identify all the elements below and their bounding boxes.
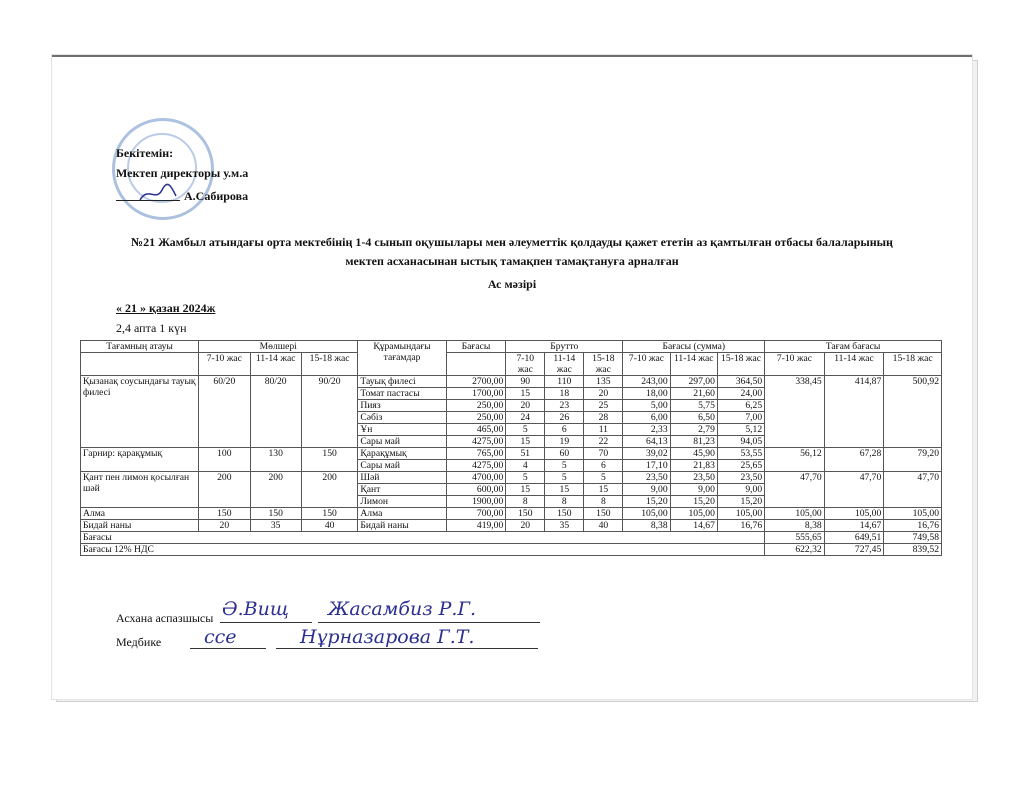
- ingredient-price-cell: 765,00: [446, 448, 506, 460]
- dish-name-cell: Алма: [81, 508, 199, 520]
- sum-cell: 105,00: [623, 508, 670, 520]
- ingredient-price-cell: 600,00: [446, 484, 506, 496]
- sum-cell: 9,00: [717, 484, 764, 496]
- approval-director-name: А.Сабирова: [184, 189, 249, 203]
- header-ingredients: Құрамындағы тағамдар: [358, 341, 446, 376]
- portion-cell: 200: [250, 472, 301, 508]
- sum-cell: 17,10: [623, 460, 670, 472]
- header-sum: Бағасы (сумма): [623, 341, 765, 353]
- ingredient-price-cell: 250,00: [446, 400, 506, 412]
- portion-cell: 150: [199, 508, 250, 520]
- dish-total-cell: 16,76: [884, 520, 942, 532]
- sum-age-2: 11-14 жас: [670, 353, 717, 376]
- approval-heading: Бекітемін:: [116, 146, 174, 160]
- sum-cell: 5,12: [717, 424, 764, 436]
- header-dish: Тағамның атауы: [81, 341, 199, 353]
- dish-total-cell: 500,92: [884, 376, 942, 448]
- sum-cell: 9,00: [623, 484, 670, 496]
- dishprice-age-1: 7-10 жас: [765, 353, 825, 376]
- ingredient-name-cell: Лимон: [358, 496, 446, 508]
- ingredient-price-cell: 1700,00: [446, 388, 506, 400]
- brutto-cell: 40: [584, 520, 623, 532]
- ingredient-name-cell: Қант: [358, 484, 446, 496]
- brutto-cell: 25: [584, 400, 623, 412]
- summary-label-cell: Бағасы 12% НДС: [81, 544, 765, 556]
- sum-cell: 7,00: [717, 412, 764, 424]
- menu-date: « 21 » қазан 2024ж: [116, 301, 216, 315]
- sum-cell: 15,20: [670, 496, 717, 508]
- sum-cell: 8,38: [623, 520, 670, 532]
- director-signature-scribble: [138, 182, 178, 204]
- menu-table: [80, 340, 942, 556]
- ingredient-price-cell: 465,00: [446, 424, 506, 436]
- brutto-age-1: 7-10 жас: [506, 353, 545, 376]
- ingredient-name-cell: Қарақұмық: [358, 448, 446, 460]
- sum-cell: 21,83: [670, 460, 717, 472]
- sum-cell: 15,20: [623, 496, 670, 508]
- sum-cell: 297,00: [670, 376, 717, 388]
- ingredient-price-cell: 4700,00: [446, 472, 506, 484]
- sum-cell: 6,50: [670, 412, 717, 424]
- brutto-cell: 8: [506, 496, 545, 508]
- sum-cell: 23,50: [623, 472, 670, 484]
- portion-cell: 40: [301, 520, 358, 532]
- summary-row: [81, 544, 942, 556]
- sum-cell: 105,00: [717, 508, 764, 520]
- table-subheader-row: [81, 353, 942, 376]
- sum-cell: 364,50: [717, 376, 764, 388]
- sum-cell: 2,79: [670, 424, 717, 436]
- cook-label: Асхана аспазшысы: [116, 611, 214, 625]
- table-row: [81, 520, 942, 532]
- sum-cell: 39,02: [623, 448, 670, 460]
- dish-total-cell: 67,28: [824, 448, 884, 472]
- ingredient-name-cell: Пияз: [358, 400, 446, 412]
- brutto-cell: 15: [506, 484, 545, 496]
- table-row: [81, 508, 942, 520]
- dish-total-cell: 14,67: [824, 520, 884, 532]
- nurse-label: Медбике: [116, 635, 162, 649]
- brutto-cell: 5: [506, 424, 545, 436]
- brutto-cell: 150: [584, 508, 623, 520]
- nurse-name-line: [276, 648, 538, 649]
- summary-label-cell: Бағасы: [81, 532, 765, 544]
- document-title-line1: №21 Жамбыл атындағы орта мектебінің 1-4 сынып оқушылары мен әлеуметтік қолдауды қажет ететін аз қамтылған отбасы балаларының: [131, 235, 893, 249]
- sum-cell: 5,00: [623, 400, 670, 412]
- brutto-cell: 51: [506, 448, 545, 460]
- nurse-signature-line: [190, 648, 266, 649]
- portion-cell: 200: [199, 472, 250, 508]
- sum-cell: 14,67: [670, 520, 717, 532]
- brutto-age-2: 11-14 жас: [545, 353, 584, 376]
- cook-signature: Ә.Вищ: [222, 598, 289, 620]
- ingredient-price-cell: 4275,00: [446, 436, 506, 448]
- ingredient-name-cell: Сары май: [358, 460, 446, 472]
- brutto-cell: 5: [584, 472, 623, 484]
- sum-cell: 15,20: [717, 496, 764, 508]
- header-price: Бағасы: [446, 341, 506, 353]
- ingredient-name-cell: Шәй: [358, 472, 446, 484]
- sum-cell: 24,00: [717, 388, 764, 400]
- brutto-cell: 28: [584, 412, 623, 424]
- brutto-cell: 18: [545, 388, 584, 400]
- dish-name-cell: Гарнир: қарақұмық: [81, 448, 199, 472]
- brutto-cell: 110: [545, 376, 584, 388]
- brutto-cell: 5: [506, 472, 545, 484]
- portion-cell: 200: [301, 472, 358, 508]
- brutto-cell: 8: [545, 496, 584, 508]
- portion-cell: 100: [199, 448, 250, 472]
- brutto-cell: 11: [584, 424, 623, 436]
- header-brutto: Брутто: [506, 341, 623, 353]
- sum-cell: 16,76: [717, 520, 764, 532]
- dish-total-cell: 105,00: [824, 508, 884, 520]
- header-portion: Мөлшері: [199, 341, 358, 353]
- ingredient-name-cell: Томат пастасы: [358, 388, 446, 400]
- sum-cell: 23,50: [717, 472, 764, 484]
- portion-cell: 20: [199, 520, 250, 532]
- portion-age-3: 15-18 жас: [301, 353, 358, 376]
- dish-name-cell: Қант пен лимон қосылған шәй: [81, 472, 199, 508]
- sum-cell: 23,50: [670, 472, 717, 484]
- sum-cell: 81,23: [670, 436, 717, 448]
- sum-cell: 2,33: [623, 424, 670, 436]
- brutto-cell: 20: [584, 388, 623, 400]
- cook-name: Жасамбиз Р.Г.: [328, 598, 477, 620]
- brutto-cell: 15: [506, 436, 545, 448]
- sum-cell: 45,90: [670, 448, 717, 460]
- sum-cell: 64,13: [623, 436, 670, 448]
- menu-week-day: 2,4 апта 1 күн: [116, 321, 187, 335]
- ingredient-price-cell: 1900,00: [446, 496, 506, 508]
- portion-cell: 35: [250, 520, 301, 532]
- summary-value-cell: 555,65: [765, 532, 825, 544]
- table-row: [81, 448, 942, 460]
- brutto-cell: 5: [545, 472, 584, 484]
- nurse-signature: ссе: [204, 626, 237, 648]
- dishprice-age-3: 15-18 жас: [884, 353, 942, 376]
- dish-total-cell: 47,70: [824, 472, 884, 508]
- sum-age-3: 15-18 жас: [717, 353, 764, 376]
- sum-cell: 9,00: [670, 484, 717, 496]
- dish-total-cell: 8,38: [765, 520, 825, 532]
- dish-total-cell: 47,70: [765, 472, 825, 508]
- dish-total-cell: 105,00: [884, 508, 942, 520]
- portion-age-2: 11-14 жас: [250, 353, 301, 376]
- brutto-cell: 150: [506, 508, 545, 520]
- ingredient-name-cell: Бидай наны: [358, 520, 446, 532]
- brutto-cell: 35: [545, 520, 584, 532]
- nurse-name: Нұрназарова Г.Т.: [300, 626, 475, 648]
- dish-total-cell: 56,12: [765, 448, 825, 472]
- portion-cell: 80/20: [250, 376, 301, 448]
- cook-signature-line: [220, 622, 312, 623]
- sum-cell: 243,00: [623, 376, 670, 388]
- table-row: [81, 376, 942, 388]
- portion-cell: 150: [301, 448, 358, 472]
- ingredient-price-cell: 4275,00: [446, 460, 506, 472]
- brutto-cell: 150: [545, 508, 584, 520]
- ingredient-name-cell: Тауық филесі: [358, 376, 446, 388]
- ingredient-name-cell: Сәбіз: [358, 412, 446, 424]
- brutto-cell: 15: [506, 388, 545, 400]
- brutto-cell: 19: [545, 436, 584, 448]
- ingredient-price-cell: 250,00: [446, 412, 506, 424]
- sum-age-1: 7-10 жас: [623, 353, 670, 376]
- portion-cell: 90/20: [301, 376, 358, 448]
- portion-age-1: 7-10 жас: [199, 353, 250, 376]
- summary-value-cell: 622,32: [765, 544, 825, 556]
- brutto-cell: 5: [545, 460, 584, 472]
- portion-cell: 130: [250, 448, 301, 472]
- summary-value-cell: 649,51: [824, 532, 884, 544]
- table-row: [81, 472, 942, 484]
- brutto-cell: 135: [584, 376, 623, 388]
- document-title-line2: мектеп асханасынан ыстық тамақпен тамақтануға арналған: [345, 254, 679, 268]
- portion-cell: 150: [301, 508, 358, 520]
- dish-total-cell: 414,87: [824, 376, 884, 448]
- brutto-cell: 8: [584, 496, 623, 508]
- table-header-row: [81, 341, 942, 353]
- portion-cell: 60/20: [199, 376, 250, 448]
- brutto-cell: 15: [545, 484, 584, 496]
- brutto-cell: 6: [545, 424, 584, 436]
- ingredient-price-cell: 2700,00: [446, 376, 506, 388]
- ingredient-name-cell: Ұн: [358, 424, 446, 436]
- brutto-cell: 90: [506, 376, 545, 388]
- sum-cell: 94,05: [717, 436, 764, 448]
- ingredient-price-cell: 700,00: [446, 508, 506, 520]
- document-title-menu: Ас мәзірі: [487, 277, 537, 291]
- ingredient-name-cell: Сары май: [358, 436, 446, 448]
- approval-position: Мектеп директоры у.м.а: [116, 166, 249, 180]
- ingredient-name-cell: Алма: [358, 508, 446, 520]
- sum-cell: 6,25: [717, 400, 764, 412]
- brutto-cell: 24: [506, 412, 545, 424]
- portion-cell: 150: [250, 508, 301, 520]
- sum-cell: 6,00: [623, 412, 670, 424]
- dish-total-cell: 105,00: [765, 508, 825, 520]
- sum-cell: 21,60: [670, 388, 717, 400]
- sum-cell: 18,00: [623, 388, 670, 400]
- brutto-cell: 20: [506, 400, 545, 412]
- brutto-cell: 60: [545, 448, 584, 460]
- brutto-age-3: 15-18 жас: [584, 353, 623, 376]
- brutto-cell: 6: [584, 460, 623, 472]
- brutto-cell: 23: [545, 400, 584, 412]
- menu-table-body: [81, 376, 942, 556]
- brutto-cell: 70: [584, 448, 623, 460]
- sum-cell: 53,55: [717, 448, 764, 460]
- dishprice-age-2: 11-14 жас: [824, 353, 884, 376]
- dish-name-cell: Қызанақ соусындағы тауық филесі: [81, 376, 199, 448]
- brutto-cell: 15: [584, 484, 623, 496]
- sum-cell: 105,00: [670, 508, 717, 520]
- brutto-cell: 4: [506, 460, 545, 472]
- sum-cell: 25,65: [717, 460, 764, 472]
- brutto-cell: 20: [506, 520, 545, 532]
- summary-row: [81, 532, 942, 544]
- header-dish-price: Тағам бағасы: [765, 341, 942, 353]
- sum-cell: 5,75: [670, 400, 717, 412]
- summary-value-cell: 839,52: [884, 544, 942, 556]
- cook-name-line: [318, 622, 540, 623]
- dish-total-cell: 338,45: [765, 376, 825, 448]
- ingredient-price-cell: 419,00: [446, 520, 506, 532]
- summary-value-cell: 727,45: [824, 544, 884, 556]
- summary-value-cell: 749,58: [884, 532, 942, 544]
- dish-total-cell: 47,70: [884, 472, 942, 508]
- dish-total-cell: 79,20: [884, 448, 942, 472]
- dish-name-cell: Бидай наны: [81, 520, 199, 532]
- brutto-cell: 26: [545, 412, 584, 424]
- brutto-cell: 22: [584, 436, 623, 448]
